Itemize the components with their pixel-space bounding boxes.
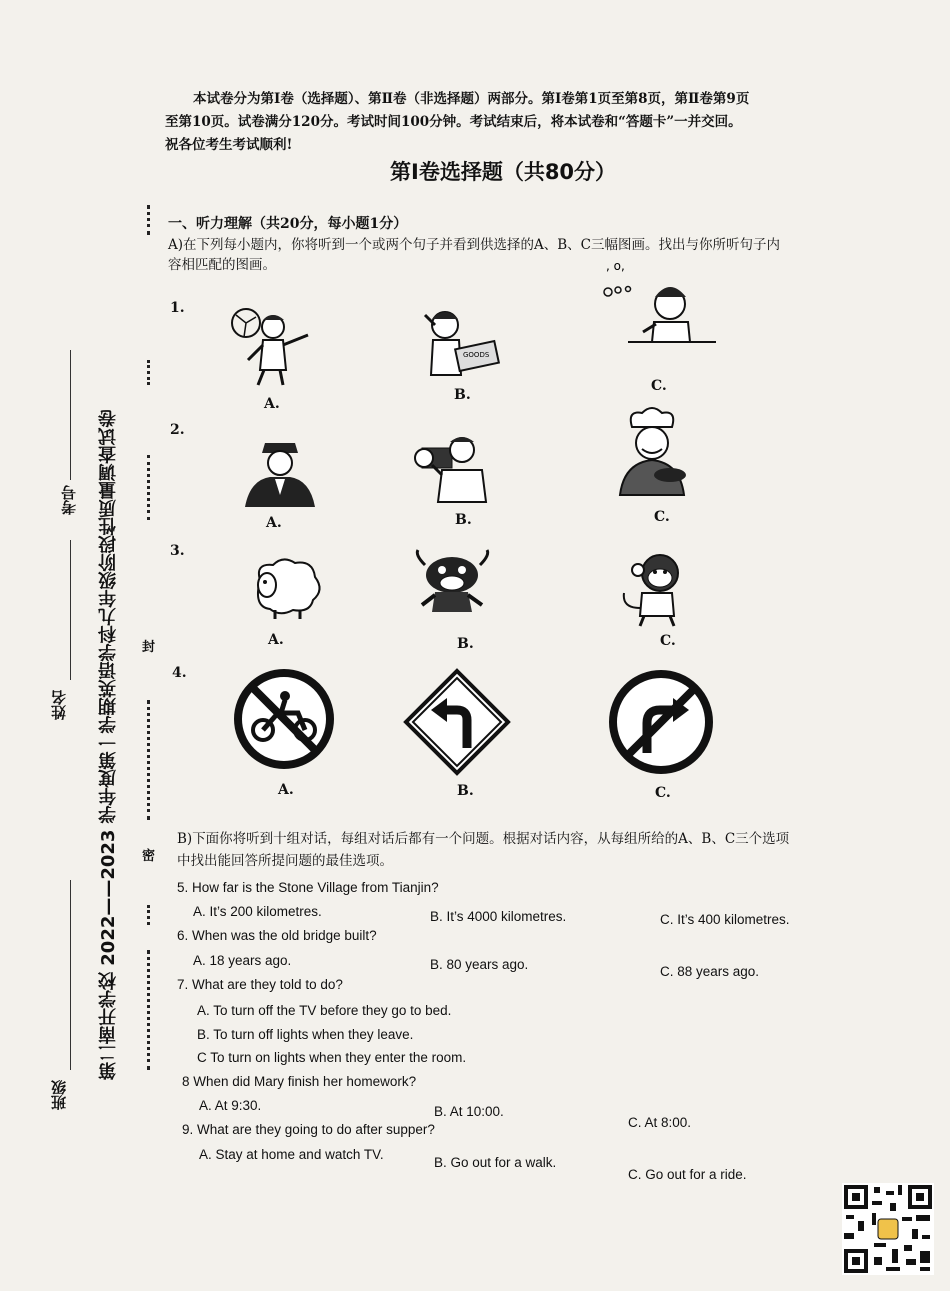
choice-a: A. At 9:30. [199, 1098, 262, 1113]
class-label: 班级 [50, 1080, 68, 1110]
choice-b: B. To turn off lights when they leave. [197, 1027, 414, 1042]
question-text: 7. What are they told to do? [177, 977, 343, 992]
name-label: 姓名 [50, 690, 68, 720]
option-label: A. [268, 632, 284, 648]
seal-dots [147, 700, 153, 820]
part-title: 第Ⅰ卷选择题（共80分） [390, 160, 617, 184]
ox-icon [410, 550, 495, 620]
exam-intro [165, 88, 855, 157]
id-label: 考号 [60, 485, 78, 515]
part-a-line: A)在下列每小题内，你将听到一个或两个句子并看到供选择的A、B、C三幅图画。找出与你所听句子内 [168, 237, 781, 253]
sheep-icon [245, 555, 325, 620]
seal-dots [147, 455, 153, 520]
choice-b: B. 80 years ago. [430, 957, 529, 972]
intro-line: 祝各位考生考试顺利! [165, 137, 293, 153]
choice-c: C To turn on lights when they enter the room. [197, 1050, 467, 1065]
option-label: A. [264, 396, 280, 412]
no-motorcycles-sign-icon [233, 668, 335, 770]
choice-a: A. Stay at home and watch TV. [199, 1147, 384, 1162]
boy-with-box-icon [415, 305, 505, 390]
option-label: A. [278, 782, 294, 798]
question-number: 2. [170, 422, 185, 438]
turn-left-sign-icon [403, 668, 511, 776]
question-text: 6. When was the old bridge built? [177, 928, 377, 943]
seal-dots [147, 905, 153, 925]
cameraman-icon [412, 430, 497, 510]
choice-c: C. 88 years ago. [660, 964, 760, 979]
binding-strip [30, 200, 130, 1280]
choice-a: A. 18 years ago. [193, 953, 292, 968]
choice-c: C. At 8:00. [628, 1115, 692, 1130]
intro-line: 本试卷分为第Ⅰ卷（选择题）、第Ⅱ卷（非选择题）两部分。第Ⅰ卷第1页至第8页，第Ⅱ卷第9页 [193, 91, 750, 107]
choice-b: B. It’s 4000 kilometres. [430, 909, 567, 924]
monkey-icon [612, 548, 692, 628]
option-label: B. [457, 636, 474, 652]
seal-mi-char: 密 [142, 849, 156, 864]
part-b-instructions [177, 828, 897, 872]
choice-b: B. At 10:00. [434, 1104, 504, 1119]
choice-c: C. It’s 400 kilometres. [660, 912, 790, 927]
name-line [70, 540, 71, 680]
thinking-boy-icon [598, 259, 718, 372]
choice-a: A. It’s 200 kilometres. [193, 904, 322, 919]
option-label: B. [455, 512, 472, 528]
cook-icon [612, 405, 692, 500]
svg-text:, o,: , o, [606, 259, 625, 273]
seal-dots [147, 950, 153, 1070]
school-exam-title: 第二南开学校 2022——2023 学年度第一学期英语学科九年级阶段性质量调查试卷 [98, 409, 119, 1080]
seal-dots [147, 360, 153, 385]
part-a-line: 容相匹配的图画。 [168, 257, 276, 273]
option-label: A. [266, 515, 282, 531]
intro-line: 至第10页。试卷满分120分。考试时间100分钟。考试结束后，将本试卷和“答题卡”一并交回。 [165, 114, 742, 130]
option-label: C. [651, 378, 667, 394]
question-number: 4. [172, 665, 187, 681]
option-label: C. [660, 633, 676, 649]
question-number: 1. [170, 300, 185, 316]
no-right-turn-sign-icon [607, 668, 715, 776]
choice-c: C. Go out for a ride. [628, 1167, 747, 1182]
seal-dots [147, 205, 153, 235]
section-heading: 一、听力理解（共20分，每小题1分） [168, 216, 408, 232]
question-number: 3. [170, 543, 185, 559]
policeman-icon [240, 435, 320, 510]
option-label: B. [457, 783, 474, 799]
seal-feng-char: 封 [142, 640, 156, 655]
option-label: B. [454, 387, 471, 403]
boy-with-ball-icon [228, 305, 318, 390]
svg-text:GOODS: GOODS [463, 351, 490, 359]
choice-a: A. To turn off the TV before they go to bed. [197, 1003, 452, 1018]
choice-b: B. Go out for a walk. [434, 1155, 557, 1170]
question-text: 9. What are they going to do after supper? [182, 1122, 435, 1137]
part-a-instructions [168, 235, 858, 275]
id-line [70, 350, 71, 480]
part-b-line: B)下面你将听到十组对话，每组对话后都有一个问题。根据对话内容，从每组所给的A、B、C三个选项 [177, 831, 790, 847]
question-text: 5. How far is the Stone Village from Tianjin? [177, 880, 439, 895]
part-b-line: 中找出能回答所提问题的最佳选项。 [177, 853, 393, 869]
option-label: C. [655, 785, 671, 801]
option-label: C. [654, 509, 670, 525]
qr-code-icon [842, 1183, 934, 1275]
class-line [70, 880, 71, 1070]
question-text: 8 When did Mary finish her homework? [182, 1074, 417, 1089]
